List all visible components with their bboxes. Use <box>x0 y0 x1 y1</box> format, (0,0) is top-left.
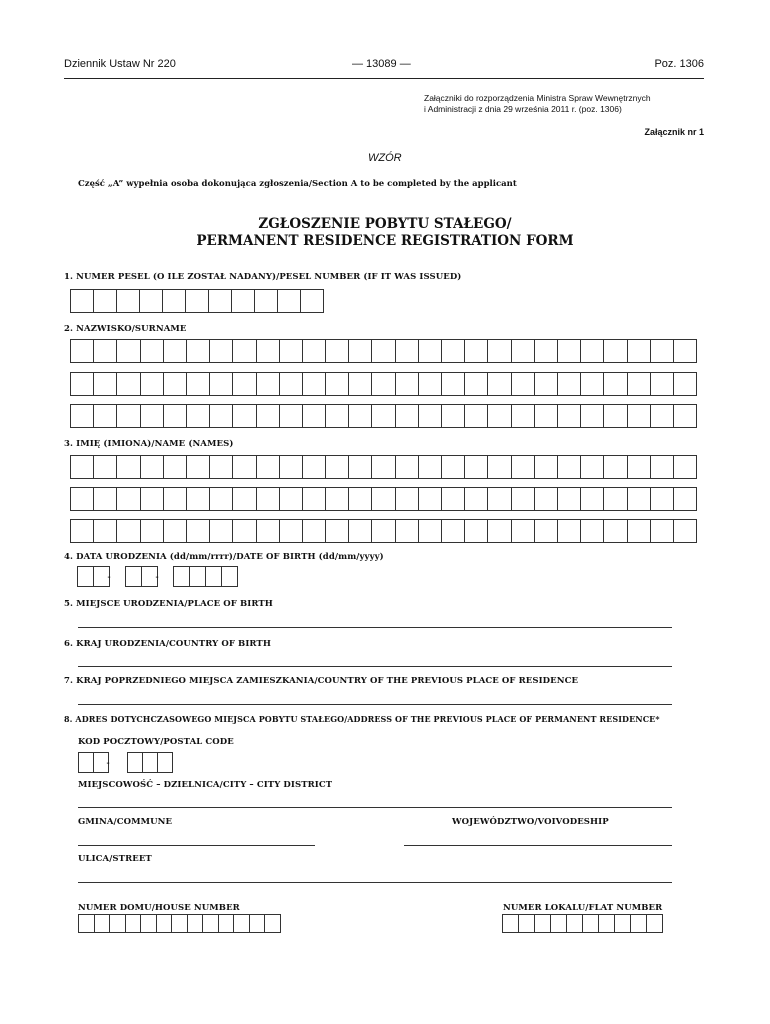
previous-country-input[interactable] <box>78 704 672 705</box>
char-box[interactable] <box>395 455 419 479</box>
char-box[interactable] <box>205 566 222 587</box>
char-box[interactable] <box>511 339 535 363</box>
char-box[interactable] <box>116 455 140 479</box>
char-box[interactable] <box>673 404 697 428</box>
char-box[interactable] <box>93 519 117 543</box>
char-box[interactable] <box>93 372 117 396</box>
street-input[interactable] <box>78 882 672 883</box>
char-box[interactable] <box>650 519 674 543</box>
char-box[interactable] <box>256 487 280 511</box>
char-box[interactable] <box>464 519 488 543</box>
char-box[interactable] <box>116 372 140 396</box>
char-box[interactable] <box>395 339 419 363</box>
char-box[interactable] <box>186 339 210 363</box>
birth-date-label: 4. DATA URODZENIA (dd/mm/rrrr)/DATE OF BIRTH (dd/mm/yyyy) <box>64 552 384 562</box>
char-box[interactable] <box>650 339 674 363</box>
char-box[interactable] <box>93 404 117 428</box>
char-box[interactable] <box>279 455 303 479</box>
char-box[interactable] <box>395 372 419 396</box>
surname-input-row1[interactable] <box>70 339 697 362</box>
char-box[interactable] <box>139 289 163 313</box>
char-box[interactable] <box>487 372 511 396</box>
header-rule <box>64 78 704 79</box>
birth-country-label: 6. KRAJ URODZENIA/COUNTRY OF BIRTH <box>64 639 271 649</box>
char-box[interactable] <box>218 914 235 933</box>
char-box[interactable] <box>202 914 219 933</box>
char-box[interactable] <box>156 914 173 933</box>
char-box[interactable] <box>441 372 465 396</box>
char-box[interactable] <box>256 455 280 479</box>
char-box[interactable] <box>418 455 442 479</box>
char-box[interactable] <box>279 404 303 428</box>
char-box[interactable] <box>264 914 281 933</box>
char-box[interactable] <box>256 404 280 428</box>
pesel-label: 1. NUMER PESEL (O ILE ZOSTAŁ NADANY)/PESEL NUMBER (IF IT WAS ISSUED) <box>64 272 462 282</box>
char-box[interactable] <box>650 487 674 511</box>
char-box[interactable] <box>534 372 558 396</box>
char-box[interactable] <box>603 455 627 479</box>
previous-country-label: 7. KRAJ POPRZEDNIEGO MIEJSCA ZAMIESZKANIA/COUNTRY OF THE PREVIOUS PLACE OF RESIDENCE <box>64 676 579 686</box>
char-box[interactable] <box>348 339 372 363</box>
char-box[interactable] <box>464 487 488 511</box>
char-box[interactable] <box>279 487 303 511</box>
char-box[interactable] <box>557 519 581 543</box>
char-box[interactable] <box>163 404 187 428</box>
char-box[interactable] <box>418 404 442 428</box>
char-box[interactable] <box>78 752 94 773</box>
birth-country-input[interactable] <box>78 666 672 667</box>
char-box[interactable] <box>162 289 186 313</box>
char-box[interactable] <box>603 339 627 363</box>
char-box[interactable] <box>348 519 372 543</box>
postal-code-label: KOD POCZTOWY/POSTAL CODE <box>78 737 234 747</box>
char-box[interactable] <box>580 339 604 363</box>
city-label: MIEJSCOWOŚĆ – DZIELNICA/CITY – CITY DISTRICT <box>78 780 333 790</box>
char-box[interactable] <box>557 455 581 479</box>
char-box[interactable] <box>186 519 210 543</box>
char-box[interactable] <box>163 487 187 511</box>
char-box[interactable] <box>627 519 651 543</box>
char-box[interactable] <box>325 339 349 363</box>
char-box[interactable] <box>557 404 581 428</box>
char-box[interactable] <box>256 519 280 543</box>
char-box[interactable] <box>348 372 372 396</box>
char-box[interactable] <box>70 372 94 396</box>
flat-number-label: NUMER LOKALU/FLAT NUMBER <box>503 903 663 913</box>
char-box[interactable] <box>142 752 158 773</box>
char-box[interactable] <box>673 372 697 396</box>
char-box[interactable] <box>673 339 697 363</box>
surname-label: 2. NAZWISKO/SURNAME <box>64 324 187 334</box>
char-box[interactable] <box>125 566 142 587</box>
names-input-row3[interactable] <box>70 519 697 542</box>
char-box[interactable] <box>209 339 233 363</box>
char-box[interactable] <box>186 487 210 511</box>
voivodeship-input[interactable] <box>404 845 672 846</box>
form-title-line1: ZGŁOSZENIE POBYTU STAŁEGO/ <box>258 216 512 232</box>
char-box[interactable] <box>487 339 511 363</box>
char-box[interactable] <box>557 339 581 363</box>
names-input-row2[interactable] <box>70 487 697 510</box>
char-box[interactable] <box>487 487 511 511</box>
char-box[interactable] <box>232 372 256 396</box>
char-box[interactable] <box>221 566 238 587</box>
birth-place-input[interactable] <box>78 627 672 628</box>
char-box[interactable] <box>232 487 256 511</box>
char-box[interactable] <box>464 339 488 363</box>
char-box[interactable] <box>673 455 697 479</box>
char-box[interactable] <box>534 339 558 363</box>
char-box[interactable] <box>171 914 188 933</box>
previous-address-label: 8. ADRES DOTYCHCZASOWEGO MIEJSCA POBYTU STAŁEGO/ADDRESS OF THE PREVIOUS PLACE OF PERMANENT RESIDENCE* <box>64 714 660 724</box>
char-box[interactable] <box>93 752 109 773</box>
char-box[interactable] <box>302 487 326 511</box>
char-box[interactable] <box>418 372 442 396</box>
char-box[interactable] <box>302 455 326 479</box>
date-separator: - <box>106 757 110 769</box>
char-box[interactable] <box>209 519 233 543</box>
char-box[interactable] <box>249 914 266 933</box>
char-box[interactable] <box>70 404 94 428</box>
char-box[interactable] <box>256 372 280 396</box>
char-box[interactable] <box>302 339 326 363</box>
char-box[interactable] <box>232 339 256 363</box>
pesel-input[interactable] <box>70 289 324 312</box>
char-box[interactable] <box>140 372 164 396</box>
char-box[interactable] <box>487 519 511 543</box>
char-box[interactable] <box>70 487 94 511</box>
char-box[interactable] <box>627 404 651 428</box>
char-box[interactable] <box>325 487 349 511</box>
birth-year-input[interactable] <box>173 566 238 587</box>
char-box[interactable] <box>232 455 256 479</box>
char-box[interactable] <box>418 487 442 511</box>
char-box[interactable] <box>189 566 206 587</box>
char-box[interactable] <box>93 455 117 479</box>
house-number-label: NUMER DOMU/HOUSE NUMBER <box>78 903 240 913</box>
char-box[interactable] <box>487 455 511 479</box>
char-box[interactable] <box>109 914 126 933</box>
char-box[interactable] <box>279 339 303 363</box>
char-box[interactable] <box>650 372 674 396</box>
char-box[interactable] <box>614 914 631 933</box>
char-box[interactable] <box>518 914 535 933</box>
char-box[interactable] <box>534 519 558 543</box>
names-label: 3. IMIĘ (IMIONA)/NAME (NAMES) <box>64 439 234 449</box>
char-box[interactable] <box>646 914 663 933</box>
char-box[interactable] <box>534 487 558 511</box>
char-box[interactable] <box>371 487 395 511</box>
char-box[interactable] <box>627 455 651 479</box>
char-box[interactable] <box>627 487 651 511</box>
char-box[interactable] <box>70 455 94 479</box>
char-box[interactable] <box>395 487 419 511</box>
char-box[interactable] <box>534 455 558 479</box>
char-box[interactable] <box>441 339 465 363</box>
names-input-row1[interactable] <box>70 455 697 478</box>
char-box[interactable] <box>209 372 233 396</box>
form-title-line2: PERMANENT RESIDENCE REGISTRATION FORM <box>196 233 574 249</box>
char-box[interactable] <box>395 404 419 428</box>
char-box[interactable] <box>300 289 324 313</box>
char-box[interactable] <box>163 372 187 396</box>
page-number: — 13089 — <box>352 58 411 70</box>
flat-number-input[interactable] <box>502 914 663 933</box>
char-box[interactable] <box>325 519 349 543</box>
char-box[interactable] <box>441 455 465 479</box>
char-box[interactable] <box>140 339 164 363</box>
annex-note <box>424 93 651 115</box>
char-box[interactable] <box>70 289 94 313</box>
char-box[interactable] <box>511 372 535 396</box>
birth-place-label: 5. MIEJSCE URODZENIA/PLACE OF BIRTH <box>64 599 273 609</box>
char-box[interactable] <box>580 455 604 479</box>
char-box[interactable] <box>418 339 442 363</box>
char-box[interactable] <box>325 455 349 479</box>
char-box[interactable] <box>650 455 674 479</box>
date-separator: - <box>107 571 111 583</box>
char-box[interactable] <box>371 519 395 543</box>
char-box[interactable] <box>603 404 627 428</box>
char-box[interactable] <box>116 289 140 313</box>
char-box[interactable] <box>348 455 372 479</box>
char-box[interactable] <box>254 289 278 313</box>
char-box[interactable] <box>348 404 372 428</box>
postal-code-prefix-input[interactable] <box>78 752 109 773</box>
char-box[interactable] <box>371 404 395 428</box>
char-box[interactable] <box>116 404 140 428</box>
char-box[interactable] <box>186 372 210 396</box>
char-box[interactable] <box>418 519 442 543</box>
char-box[interactable] <box>256 339 280 363</box>
char-box[interactable] <box>441 487 465 511</box>
char-box[interactable] <box>141 566 158 587</box>
annex-note-line2: i Administracji z dnia 29 września 2011 r. (poz. 1306) <box>424 104 622 114</box>
char-box[interactable] <box>186 455 210 479</box>
char-box[interactable] <box>140 519 164 543</box>
surname-input-row2[interactable] <box>70 372 697 395</box>
journal-title: Dziennik Ustaw Nr 220 <box>64 58 176 70</box>
char-box[interactable] <box>140 404 164 428</box>
char-box[interactable] <box>598 914 615 933</box>
char-box[interactable] <box>302 519 326 543</box>
char-box[interactable] <box>603 487 627 511</box>
char-box[interactable] <box>163 519 187 543</box>
commune-label: GMINA/COMMUNE <box>78 817 173 827</box>
char-box[interactable] <box>233 914 250 933</box>
char-box[interactable] <box>557 372 581 396</box>
char-box[interactable] <box>163 455 187 479</box>
char-box[interactable] <box>157 752 173 773</box>
char-box[interactable] <box>534 914 551 933</box>
char-box[interactable] <box>277 289 301 313</box>
char-box[interactable] <box>231 289 255 313</box>
char-box[interactable] <box>550 914 567 933</box>
char-box[interactable] <box>209 455 233 479</box>
annex-number: Załącznik nr 1 <box>644 127 704 137</box>
char-box[interactable] <box>78 914 95 933</box>
char-box[interactable] <box>70 519 94 543</box>
char-box[interactable] <box>208 289 232 313</box>
char-box[interactable] <box>630 914 647 933</box>
char-box[interactable] <box>511 487 535 511</box>
char-box[interactable] <box>125 914 142 933</box>
char-box[interactable] <box>127 752 143 773</box>
char-box[interactable] <box>232 519 256 543</box>
char-box[interactable] <box>580 372 604 396</box>
char-box[interactable] <box>93 566 110 587</box>
part-note: Część „A” wypełnia osoba dokonująca zgłoszenia/Section A to be completed by the applicant <box>78 179 517 189</box>
char-box[interactable] <box>186 404 210 428</box>
template-word: WZÓR <box>368 152 402 164</box>
char-box[interactable] <box>582 914 599 933</box>
char-box[interactable] <box>279 372 303 396</box>
char-box[interactable] <box>116 519 140 543</box>
char-box[interactable] <box>650 404 674 428</box>
position-number: Poz. 1306 <box>654 58 704 70</box>
char-box[interactable] <box>116 487 140 511</box>
char-box[interactable] <box>279 519 303 543</box>
birth-month-input[interactable] <box>125 566 158 587</box>
char-box[interactable] <box>534 404 558 428</box>
char-box[interactable] <box>371 339 395 363</box>
char-box[interactable] <box>232 404 256 428</box>
char-box[interactable] <box>371 372 395 396</box>
char-box[interactable] <box>511 455 535 479</box>
char-box[interactable] <box>209 487 233 511</box>
char-box[interactable] <box>673 519 697 543</box>
commune-input[interactable] <box>78 845 315 846</box>
char-box[interactable] <box>441 519 465 543</box>
char-box[interactable] <box>580 487 604 511</box>
char-box[interactable] <box>395 519 419 543</box>
form-title <box>0 216 770 250</box>
char-box[interactable] <box>511 404 535 428</box>
char-box[interactable] <box>93 339 117 363</box>
char-box[interactable] <box>673 487 697 511</box>
char-box[interactable] <box>325 372 349 396</box>
char-box[interactable] <box>187 914 204 933</box>
char-box[interactable] <box>140 487 164 511</box>
char-box[interactable] <box>464 372 488 396</box>
char-box[interactable] <box>116 339 140 363</box>
char-box[interactable] <box>487 404 511 428</box>
char-box[interactable] <box>348 487 372 511</box>
char-box[interactable] <box>93 289 117 313</box>
surname-input-row3[interactable] <box>70 404 697 427</box>
date-separator: - <box>155 571 159 583</box>
char-box[interactable] <box>580 519 604 543</box>
char-box[interactable] <box>511 519 535 543</box>
char-box[interactable] <box>441 404 465 428</box>
char-box[interactable] <box>140 455 164 479</box>
char-box[interactable] <box>140 914 157 933</box>
char-box[interactable] <box>173 566 190 587</box>
char-box[interactable] <box>557 487 581 511</box>
char-box[interactable] <box>209 404 233 428</box>
char-box[interactable] <box>464 455 488 479</box>
char-box[interactable] <box>163 339 187 363</box>
voivodeship-label: WOJEWÓDZTWO/VOIVODESHIP <box>452 817 609 827</box>
house-number-input[interactable] <box>78 914 281 933</box>
char-box[interactable] <box>70 339 94 363</box>
char-box[interactable] <box>302 372 326 396</box>
birth-day-input[interactable] <box>77 566 110 587</box>
char-box[interactable] <box>603 372 627 396</box>
char-box[interactable] <box>325 404 349 428</box>
postal-code-suffix-input[interactable] <box>127 752 173 773</box>
char-box[interactable] <box>580 404 604 428</box>
char-box[interactable] <box>502 914 519 933</box>
char-box[interactable] <box>603 519 627 543</box>
char-box[interactable] <box>627 339 651 363</box>
char-box[interactable] <box>371 455 395 479</box>
annex-note-line1: Załączniki do rozporządzenia Ministra Spraw Wewnętrznych <box>424 93 651 103</box>
street-label: ULICA/STREET <box>78 854 152 864</box>
char-box[interactable] <box>566 914 583 933</box>
char-box[interactable] <box>94 914 111 933</box>
char-box[interactable] <box>77 566 94 587</box>
char-box[interactable] <box>627 372 651 396</box>
char-box[interactable] <box>93 487 117 511</box>
char-box[interactable] <box>302 404 326 428</box>
city-input[interactable] <box>78 807 672 808</box>
char-box[interactable] <box>464 404 488 428</box>
char-box[interactable] <box>185 289 209 313</box>
